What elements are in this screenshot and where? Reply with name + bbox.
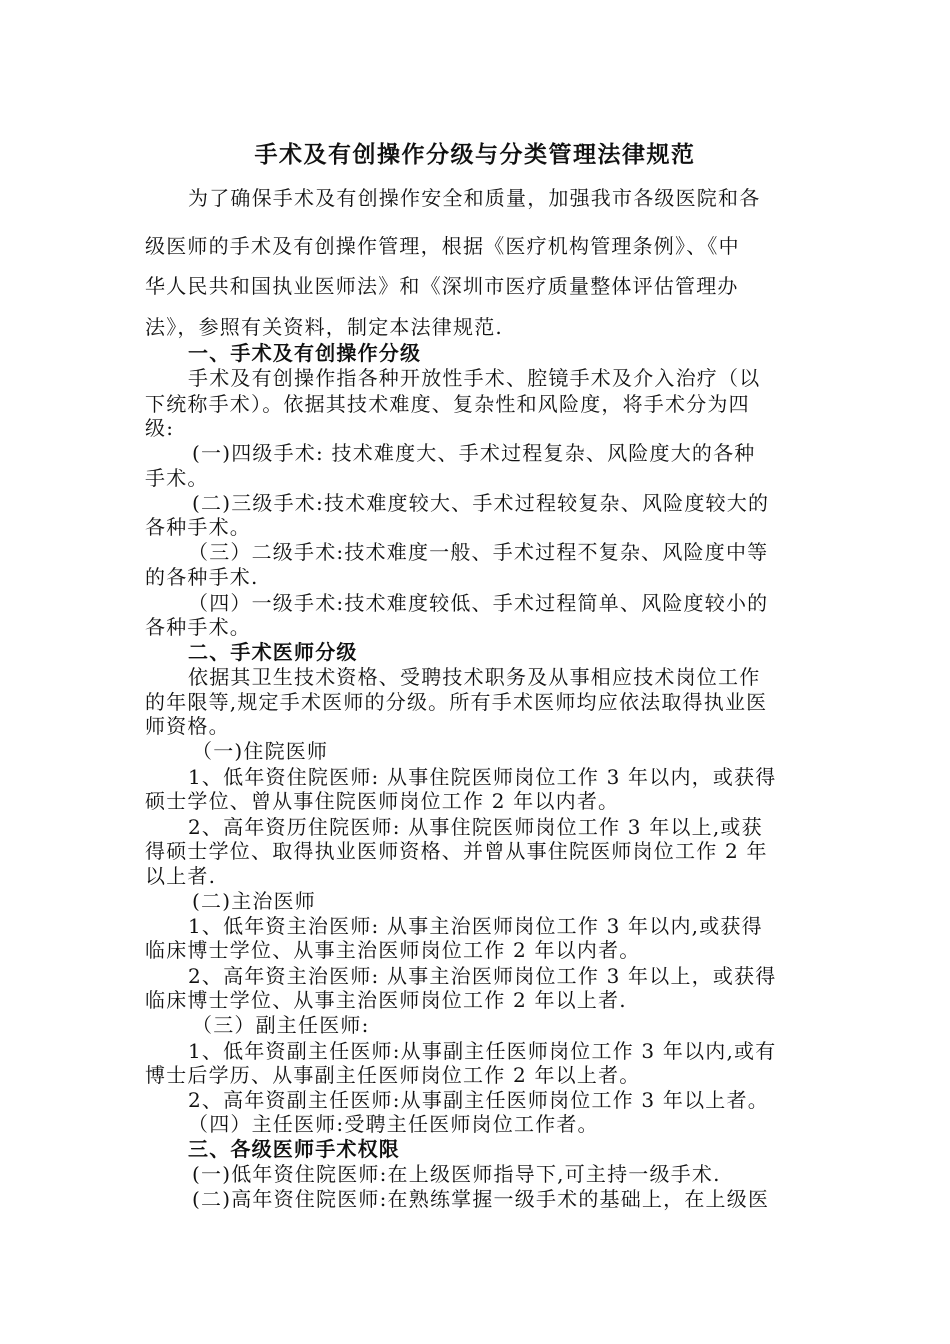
text-line: 各种手术。 bbox=[145, 615, 251, 639]
section-heading: 二、手术医师分级 bbox=[188, 640, 358, 664]
text-line: 1、低年资主治医师: 从事主治医师岗位工作 3 年以内,或获得 bbox=[188, 914, 763, 938]
text-line: （四）一级手术:技术难度较低、手术过程简单、风险度较小的 bbox=[188, 591, 769, 615]
text-line: 为了确保手术及有创操作安全和质量，加强我市各级医院和各 bbox=[188, 186, 761, 210]
text-line: （四）主任医师:受聘主任医师岗位工作者。 bbox=[188, 1112, 599, 1136]
text-line: 博士后学历、从事副主任医师岗位工作 2 年以上者。 bbox=[145, 1063, 641, 1087]
document-title: 手术及有创操作分级与分类管理法律规范 bbox=[254, 142, 696, 168]
text-line: 手术。 bbox=[145, 466, 209, 490]
text-line: (一)低年资住院医师:在上级医师指导下,可主持一级手术. bbox=[192, 1162, 721, 1186]
text-line: （一)住院医师 bbox=[192, 739, 329, 763]
section-heading: 三、各级医师手术权限 bbox=[188, 1137, 400, 1161]
text-line: （三）二级手术:技术难度一般、手术过程不复杂、风险度中等 bbox=[188, 540, 769, 564]
text-line: (二)高年资住院医师:在熟练掌握一级手术的基础上，在上级医 bbox=[192, 1187, 770, 1211]
text-line: 的年限等,规定手术医师的分级。所有手术医师均应依法取得执业医 bbox=[145, 690, 768, 714]
text-line: 华人民共和国执业医师法》和《深圳市医疗质量整体评估管理办 bbox=[145, 274, 739, 298]
text-line: 依据其卫生技术资格、受聘技术职务及从事相应技术岗位工作 bbox=[188, 665, 761, 689]
text-line: （三）副主任医师: bbox=[192, 1013, 370, 1037]
text-line: 法》，参照有关资料，制定本法律规范. bbox=[145, 315, 503, 339]
text-line: 1、低年资住院医师: 从事住院医师岗位工作 3 年以内，或获得 bbox=[188, 765, 777, 789]
text-line: (二)三级手术:技术难度较大、手术过程较复杂、风险度较大的 bbox=[192, 491, 770, 515]
text-line: 手术及有创操作指各种开放性手术、腔镜手术及介入治疗（以 bbox=[188, 366, 761, 390]
text-line: (二)主治医师 bbox=[192, 889, 317, 913]
text-line: 以上者. bbox=[145, 864, 217, 888]
text-line: 临床博士学位、从事主治医师岗位工作 2 年以内者。 bbox=[145, 938, 641, 962]
section-heading: 一、手术及有创操作分级 bbox=[188, 341, 422, 365]
text-line: 各种手术。 bbox=[145, 515, 251, 539]
text-line: 级: bbox=[145, 416, 175, 440]
text-line: 2、高年资历住院医师: 从事住院医师岗位工作 3 年以上,或获 bbox=[188, 815, 763, 839]
text-line: 硕士学位、曾从事住院医师岗位工作 2 年以内者。 bbox=[145, 789, 620, 813]
text-line: 师资格。 bbox=[145, 714, 230, 738]
text-line: 2、高年资副主任医师:从事副主任医师岗位工作 3 年以上者。 bbox=[188, 1088, 769, 1112]
text-line: 临床博士学位、从事主治医师岗位工作 2 年以上者. bbox=[145, 988, 627, 1012]
text-line: 得硕士学位、取得执业医师资格、并曾从事住院医师岗位工作 2 年 bbox=[145, 839, 768, 863]
text-line: 2、高年资主治医师: 从事主治医师岗位工作 3 年以上，或获得 bbox=[188, 964, 777, 988]
text-line: 级医师的手术及有创操作管理，根据《医疗机构管理条例》、《中 bbox=[145, 234, 740, 258]
text-line: 的各种手术. bbox=[145, 565, 259, 589]
text-line: 下统称手术）。依据其技术难度、复杂性和风险度，将手术分为四 bbox=[145, 392, 750, 416]
text-line: (一)四级手术: 技术难度大、手术过程复杂、风险度大的各种 bbox=[192, 441, 756, 465]
text-line: 1、低年资副主任医师:从事副主任医师岗位工作 3 年以内,或有 bbox=[188, 1039, 777, 1063]
